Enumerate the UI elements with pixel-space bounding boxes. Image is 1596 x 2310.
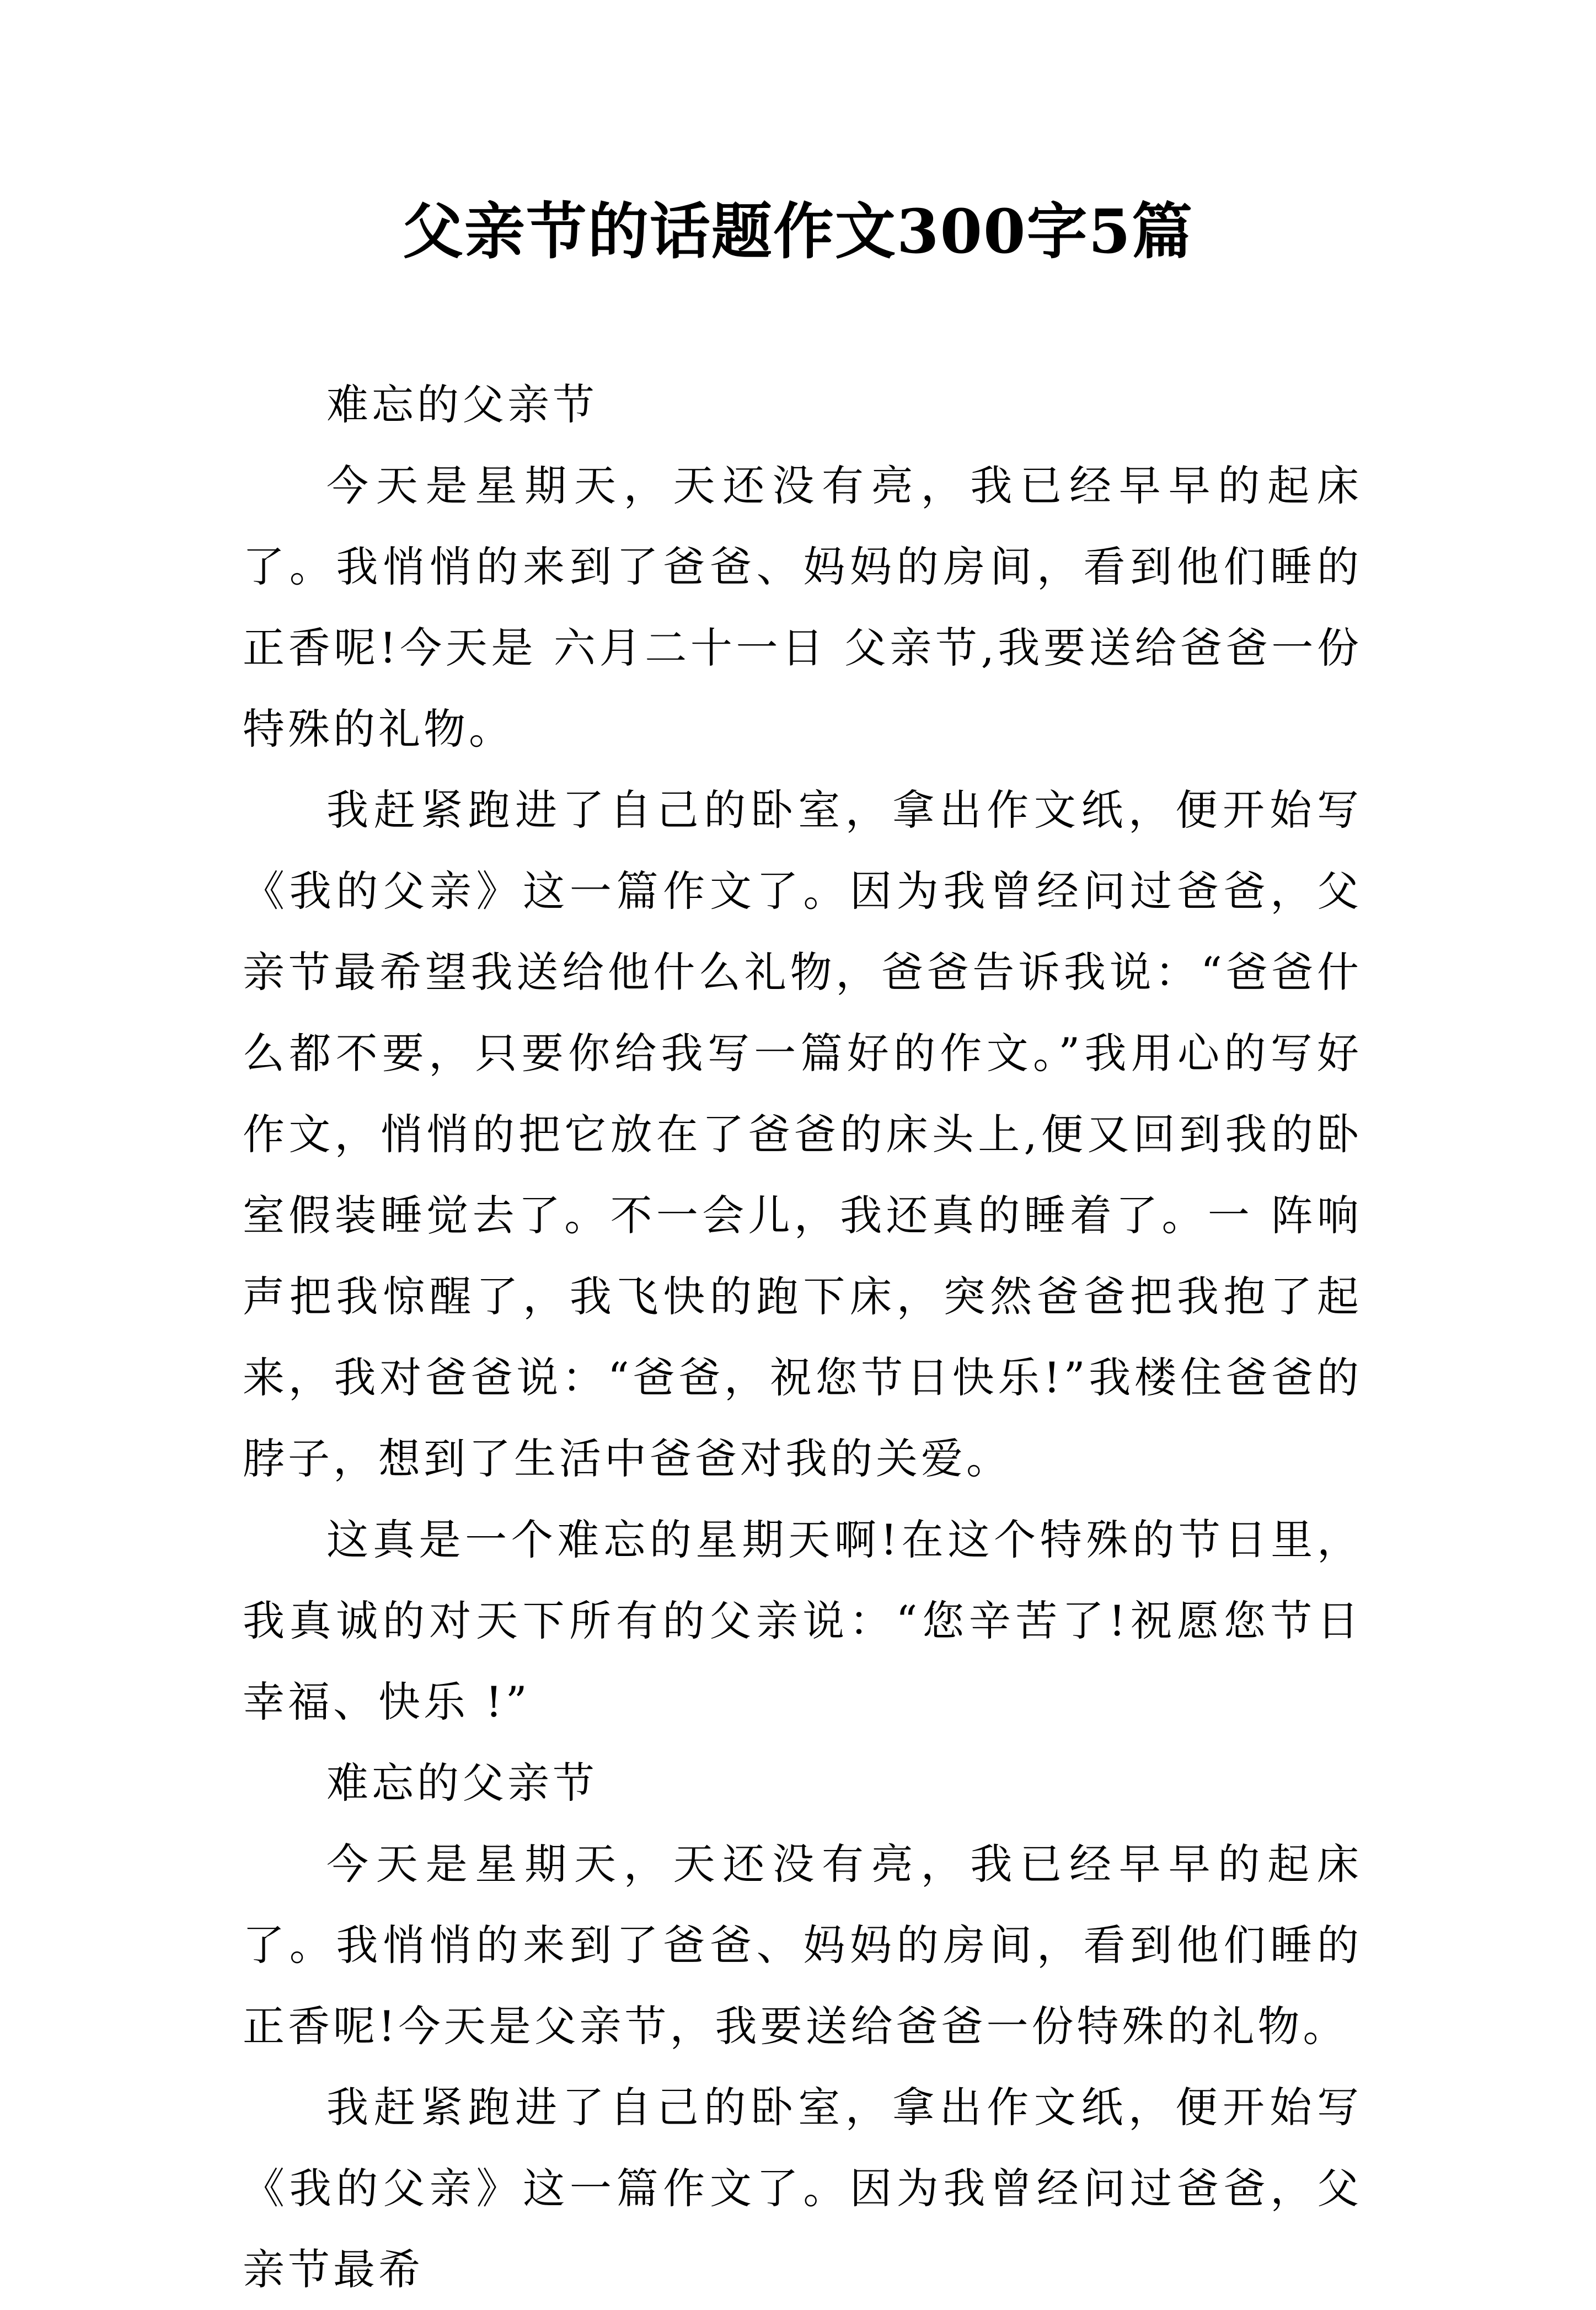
paragraph: 我赶紧跑进了自己的卧室，拿出作文纸，便开始写《我的父亲》这一篇作文了。因为我曾经问过爸爸，父亲节最希望我送给他什么礼物，爸爸告诉我说：“爸爸什 么都不要，只要你给我写一篇好的作文。”我用心的写好作文，悄悄的把它放在了爸爸的床头上,便又回到我的卧室假装睡觉去了。不一会儿，我还真的睡着了。一 阵响声把我惊醒了，我飞快的跑下床，突然爸爸把我抱了起来，我对爸爸说：“爸爸，祝您节日快乐!”我楼住爸爸的脖子，想到了生活中爸爸对我的关爱。 <box>243 785 1362 1483</box>
section-heading: 难忘的父亲节 <box>326 1758 598 1808</box>
document-title: 父亲节的话题作文300字5篇 <box>402 196 1194 267</box>
paragraph: 今天是星期天，天还没有亮，我已经早早的起床了。我悄悄的来到了爸爸、妈妈的房间，看到他们睡的正香呢!今天是 六月二十一日 父亲节,我要送给爸爸一份特殊的礼物。 <box>243 461 1362 753</box>
document-body <box>243 364 1362 2310</box>
paragraph: 今天是星期天，天还没有亮，我已经早早的起床了。我悄悄的来到了爸爸、妈妈的房间，看到他们睡的正香呢!今天是父亲节，我要送给爸爸一份特殊的礼物。 <box>243 1840 1362 2051</box>
section-heading: 难忘的父亲节 <box>326 380 598 429</box>
paragraph: 我赶紧跑进了自己的卧室，拿出作文纸，便开始写《我的父亲》这一篇作文了。因为我曾经问过爸爸，父亲节最希 <box>243 2083 1362 2294</box>
paragraph: 这真是一个难忘的星期天啊!在这个特殊的节日里，我真诚的对天下所有的父亲说：“您辛苦了!祝愿您节日幸福、快乐 !” <box>243 1515 1362 1726</box>
